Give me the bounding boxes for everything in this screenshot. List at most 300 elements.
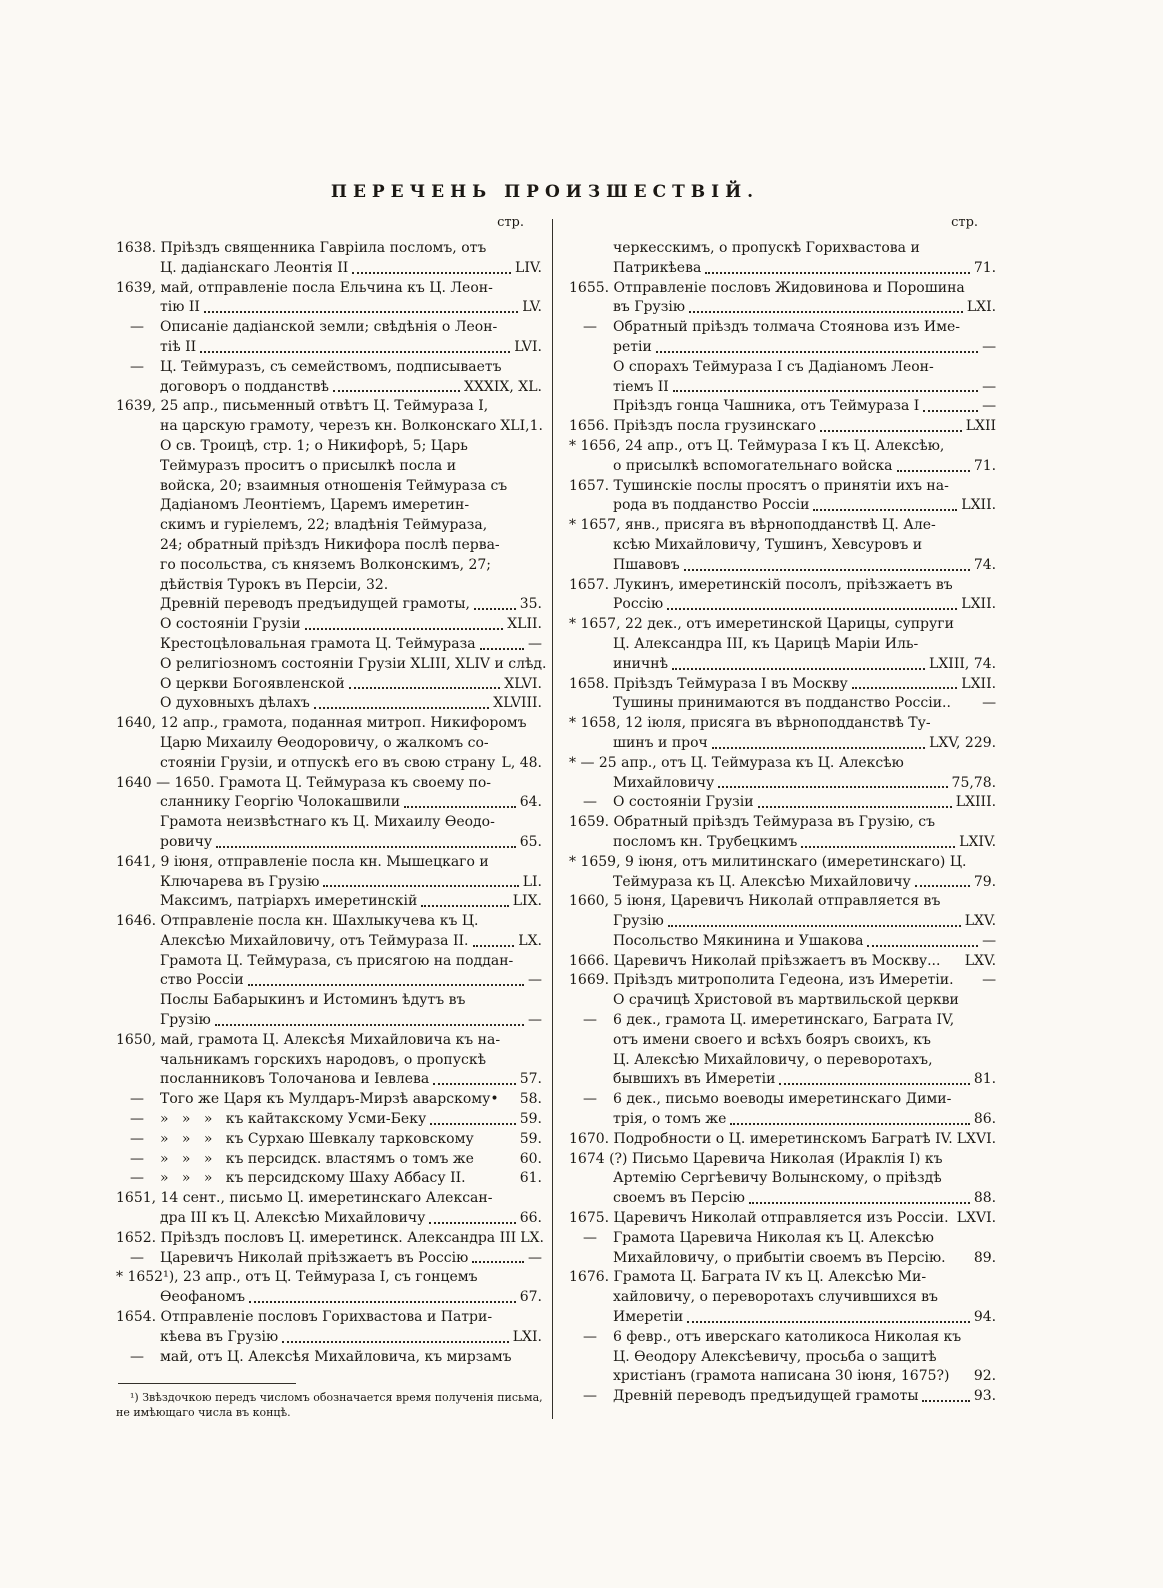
- entry-text: 1639, май, отправленіе посла Ельчина къ Ц. Леон-: [116, 279, 493, 296]
- toc-line: [569, 734, 996, 754]
- toc-line: [116, 1130, 542, 1150]
- entry-text: Тушины принимаются въ подданство Россіи..: [613, 695, 951, 712]
- page-ref: LXV.: [964, 913, 997, 930]
- entry-text: сланнику Георгію Чолокашвили: [160, 794, 401, 811]
- entry-text: Ц. дадіанскаго Леонтія II: [160, 259, 349, 276]
- toc-line: [569, 1110, 996, 1130]
- toc-line: [116, 477, 542, 497]
- toc-line: [569, 576, 996, 596]
- page-ref: 71.: [973, 259, 997, 276]
- toc-line: [569, 318, 996, 338]
- entry-text: ретіи: [613, 338, 652, 355]
- toc-line: [569, 457, 996, 477]
- toc-line: [116, 615, 542, 635]
- entry-text: * 1656, 24 апр., отъ Ц. Теймураза I къ Ц. Алексѣю,: [569, 437, 945, 454]
- entry-text: Описаніе дадіанской земли; свѣдѣнія о Леон-: [160, 319, 498, 336]
- page-ref: LI.: [522, 873, 542, 890]
- toc-line: [116, 635, 542, 655]
- entry-text: 1659. Обратный пріѣздъ Теймураза въ Грузію, съ: [569, 814, 936, 831]
- entry-text: 1639, 25 апр., письменный отвѣтъ Ц. Теймураза I,: [116, 398, 489, 415]
- footnote-line: ¹) Звѣздочкою передъ числомъ обозначается время полученія письма,: [130, 1391, 543, 1405]
- entry-text: своемъ въ Персію: [613, 1190, 745, 1207]
- page-ref: LX.: [520, 1229, 544, 1246]
- page-ref: 64.: [519, 794, 542, 811]
- page-ref: LVI.: [514, 338, 542, 355]
- leader-dots: [323, 885, 518, 887]
- entry-text: иничнѣ: [613, 655, 669, 672]
- toc-line: [569, 595, 996, 615]
- dash-marker: —: [130, 1348, 144, 1365]
- entry-text: хайловичу, о переворотахъ случившихся въ: [613, 1289, 938, 1306]
- toc-line: [116, 912, 542, 932]
- page-ref: 65.: [519, 833, 542, 850]
- toc-line: [116, 358, 542, 378]
- toc-line: [569, 675, 996, 695]
- entry-text: войска, 20; взаимныя отношенія Теймураза съ: [160, 477, 508, 494]
- page-ref: XLVI.: [504, 675, 542, 692]
- entry-text: 1669. Пріѣздъ митрополита Гедеона, изъ Имеретіи.: [569, 972, 954, 989]
- entry-text: Посольство Мякинина и Ушакова: [613, 932, 864, 949]
- page-ref: 75,78.: [951, 774, 997, 791]
- page-ref: 57.: [519, 1071, 542, 1088]
- page-ref: —: [528, 1249, 542, 1266]
- toc-line: [569, 1328, 996, 1348]
- page-ref: 79.: [973, 873, 997, 890]
- page-ref: LXI.: [966, 299, 997, 316]
- toc-line: [116, 1268, 542, 1288]
- toc-line: [569, 932, 996, 952]
- toc-line: [116, 417, 542, 437]
- leader-dots: [249, 1301, 516, 1303]
- toc-line: [116, 1209, 542, 1229]
- toc-line: [116, 754, 542, 774]
- entry-text: * 1657, янв., присяга въ вѣрноподданствѣ Ц. Але-: [569, 517, 936, 534]
- toc-line: [569, 239, 996, 259]
- dash-marker: —: [583, 794, 597, 811]
- entry-text: О церкви Богоявленской: [160, 675, 345, 692]
- leader-dots: [705, 272, 970, 274]
- toc-line: [116, 516, 542, 536]
- toc-line: [569, 833, 996, 853]
- page-ref: LV.: [522, 299, 542, 316]
- entry-text: 1660, 5 іюня, Царевичъ Николай отправляется въ: [569, 893, 941, 910]
- entry-text: 1675. Царевичъ Николай отправляется изъ Россіи.: [569, 1210, 949, 1227]
- entry-text: » » » къ кайтакскому Усми-Беку: [160, 1111, 427, 1128]
- page-ref: LXI.: [512, 1328, 542, 1345]
- page-ref: XLI,1.: [500, 418, 543, 435]
- toc-line: [569, 615, 996, 635]
- leader-dots: [480, 648, 524, 650]
- toc-line: [116, 833, 542, 853]
- page-ref: 59.: [519, 1111, 542, 1128]
- entry-text: 6 дек., письмо воеводы имеретинскаго Дими-: [613, 1091, 952, 1108]
- leader-dots: [730, 1123, 969, 1125]
- leader-dots: [473, 945, 515, 947]
- entry-text: О состояніи Грузіи: [160, 616, 301, 633]
- toc-line: [569, 516, 996, 536]
- toc-line: [569, 1229, 996, 1249]
- leader-dots: [923, 410, 978, 412]
- toc-line: [569, 912, 996, 932]
- toc-line: [116, 1189, 542, 1209]
- page-ref: —: [982, 932, 997, 949]
- entry-text: * 1658, 12 іюля, присяга въ вѣрноподданствѣ Ту-: [569, 715, 931, 732]
- toc-line: [569, 694, 996, 714]
- entry-text: ксѣю Михайловичу, Тушинъ, Хевсуровъ и: [613, 536, 923, 553]
- page-ref: 35.: [519, 596, 542, 613]
- toc-line: [569, 397, 996, 417]
- entry-text: Грамота неизвѣстнаго къ Ц. Михаилу Ѳеодо-: [160, 814, 495, 831]
- toc-line: [116, 1011, 542, 1031]
- entry-text: 1640 — 1650. Грамота Ц. Теймураза къ своему по-: [116, 774, 492, 791]
- dash-marker: —: [130, 1150, 144, 1167]
- entry-text: Древній переводъ предъидущей грамоты,: [160, 596, 470, 613]
- toc-line: [116, 536, 542, 556]
- page-ref: 74.: [973, 556, 997, 573]
- leader-dots: [749, 1202, 970, 1204]
- toc-line: [569, 873, 996, 893]
- toc-line: [116, 1288, 542, 1308]
- entry-text: въ Грузію: [613, 299, 686, 316]
- toc-line: [569, 714, 996, 734]
- toc-line: [569, 813, 996, 833]
- toc-line: [569, 378, 996, 398]
- toc-line: [569, 774, 996, 794]
- entry-text: 24; обратный пріѣздъ Никифора послѣ перва-: [160, 536, 500, 553]
- entry-text: дра III къ Ц. Алексѣю Михайловичу: [160, 1210, 426, 1227]
- toc-line: [116, 378, 542, 398]
- entry-text: Ѳеофаномъ: [160, 1289, 246, 1306]
- toc-line: [116, 991, 542, 1011]
- entry-text: Пріѣздъ гонца Чашника, отъ Теймураза I: [613, 398, 920, 415]
- entry-text: 1646. Отправленіе посла кн. Шахлыкучева къ Ц.: [116, 913, 479, 930]
- toc-line: [116, 694, 542, 714]
- toc-line: [569, 437, 996, 457]
- page-ref: —: [528, 1012, 542, 1029]
- page-ref: —: [982, 378, 997, 395]
- toc-line: [116, 1051, 542, 1071]
- entry-text: май, отъ Ц. Алексѣя Михайловича, къ мирзамъ: [160, 1348, 512, 1365]
- entry-text: 1641, 9 іюня, отправленіе посла кн. Мышецкаго и: [116, 853, 489, 870]
- toc-line: [569, 793, 996, 813]
- toc-line: [569, 1367, 996, 1387]
- page-ref: 94.: [973, 1309, 997, 1326]
- dash-marker: —: [583, 1012, 597, 1029]
- toc-line: [116, 457, 542, 477]
- toc-line: [569, 536, 996, 556]
- entry-text: 1656. Пріѣздъ посла грузинскаго: [569, 418, 817, 435]
- page-ref: LXVI.: [956, 1130, 997, 1147]
- toc-line: [569, 754, 996, 774]
- page-ref: 86.: [973, 1111, 997, 1128]
- leader-dots: [333, 390, 460, 392]
- entry-text: 1674 (?) Письмо Царевича Николая (Ираклія I) къ: [569, 1150, 943, 1167]
- dash-marker: —: [130, 1111, 144, 1128]
- toc-line: [116, 853, 542, 873]
- entry-text: * 1657, 22 дек., отъ имеретинской Царицы, супруги: [569, 616, 954, 633]
- entry-text: О св. Троицѣ, стр. 1; о Никифорѣ, 5; Царь: [160, 437, 468, 454]
- entry-text: договоръ о подданствѣ: [160, 378, 329, 395]
- page-ref: XLVIII.: [493, 695, 542, 712]
- entry-text: О спорахъ Теймураза I съ Дадіаномъ Леон-: [613, 358, 934, 375]
- toc-line: [116, 892, 542, 912]
- page-title: ПЕРЕЧЕНЬ ПРОИЗШЕСТВІЙ.: [330, 182, 760, 202]
- leader-dots: [813, 509, 957, 511]
- entry-text: отъ имени своего и всѣхъ бояръ своихъ, къ: [613, 1031, 931, 1048]
- entry-text: Михайловичу, о прибытіи своемъ въ Персію.: [613, 1249, 946, 1266]
- column-header-left: стр.: [497, 215, 524, 230]
- entry-text: Царевичъ Николай пріѣзжаетъ въ Россію: [160, 1249, 469, 1266]
- footnote: [116, 1383, 543, 1420]
- page-ref: —: [528, 635, 542, 652]
- toc-line: [569, 1169, 996, 1189]
- dash-marker: —: [583, 1091, 597, 1108]
- page-ref: LXV, 229.: [929, 734, 997, 751]
- entry-text: Царю Михаилу Ѳеодоровичу, о жалкомъ со-: [160, 734, 489, 751]
- page-ref: 92.: [973, 1368, 997, 1385]
- leader-dots: [852, 687, 958, 689]
- toc-line: [116, 1169, 542, 1189]
- entry-text: » » » къ персидскому Шаху Аббасу II.: [160, 1170, 466, 1187]
- entry-text: Крестоцѣловальная грамота Ц. Теймураза: [160, 635, 476, 652]
- page-ref: —: [982, 695, 997, 712]
- toc-line: [569, 338, 996, 358]
- page-ref: XXXIX, XL.: [463, 378, 542, 395]
- page-ref: 66.: [519, 1210, 542, 1227]
- entry-text: Ключарева въ Грузію: [160, 873, 320, 890]
- entry-text: христіанъ (грамота написана 30 іюня, 1675?): [613, 1368, 950, 1385]
- toc-line: [116, 556, 542, 576]
- entry-text: Михайловичу: [613, 774, 715, 791]
- toc-line: [569, 556, 996, 576]
- entry-text: тіемъ II: [613, 378, 669, 395]
- page-ref: LXV.: [964, 952, 997, 969]
- column-right: [553, 215, 996, 1420]
- entry-text: Патрикѣева: [613, 259, 702, 276]
- leader-dots: [672, 668, 925, 670]
- toc-line: [116, 1150, 542, 1170]
- toc-line: [569, 1308, 996, 1328]
- entry-text: чальникамъ горскихъ народовъ, о пропускѣ: [160, 1051, 487, 1068]
- page-ref: LIX.: [512, 893, 542, 910]
- page-ref: 81.: [973, 1071, 997, 1088]
- entry-text: О духовныхъ дѣлахъ: [160, 695, 310, 712]
- toc-line: [116, 971, 542, 991]
- entry-text: о присылкѣ вспомогательнаго войска: [613, 457, 893, 474]
- entry-text: ство Россіи: [160, 972, 244, 989]
- toc-line: [116, 1308, 542, 1328]
- toc-line: [569, 1031, 996, 1051]
- entry-text: 6 дек., грамота Ц. имеретинскаго, Баграта IV,: [613, 1012, 955, 1029]
- leader-dots: [404, 806, 516, 808]
- toc-line: [569, 952, 996, 972]
- entry-text: го посольства, съ княземъ Волконскимъ, 27;: [160, 556, 492, 573]
- toc-line: [116, 873, 542, 893]
- toc-line: [116, 595, 542, 615]
- entry-text: Послы Бабарыкинъ и Истоминъ ѣдутъ въ: [160, 992, 466, 1009]
- leader-dots: [801, 846, 955, 848]
- toc-line: [569, 1209, 996, 1229]
- entry-text: на царскую грамоту, черезъ кн. Волконскаго: [160, 418, 497, 435]
- toc-line: [116, 655, 547, 675]
- toc-line: [569, 1268, 996, 1288]
- toc-line: [569, 892, 996, 912]
- entry-text: черкесскимъ, о пропускѣ Горихвастова и: [613, 240, 920, 256]
- leader-dots: [779, 1083, 969, 1085]
- column-right-lines: [569, 239, 996, 1407]
- page-ref: LXIII, 74.: [929, 655, 997, 672]
- entry-text: 1655. Отправленіе пословъ Жидовинова и Порошина: [569, 279, 965, 296]
- dash-marker: —: [130, 1130, 144, 1147]
- entry-text: Ц. Александра III, къ Царицѣ Маріи Иль-: [613, 635, 919, 652]
- toc-line: [116, 397, 542, 417]
- toc-line: [116, 1110, 542, 1130]
- page-ref: 58.: [519, 1091, 542, 1108]
- page-ref: 61.: [519, 1170, 542, 1187]
- leader-dots: [758, 806, 952, 808]
- toc-line: [569, 1288, 996, 1308]
- toc-line: [116, 1229, 542, 1249]
- entry-text: 1638. Пріѣздъ священника Гавріила посломъ, отъ: [116, 240, 487, 256]
- entry-text: 6 февр., отъ иверскаго католикоса Николая къ: [613, 1328, 962, 1345]
- entry-text: ровичу: [160, 833, 213, 850]
- toc-line: [116, 1348, 542, 1368]
- leader-dots: [200, 351, 510, 353]
- leader-dots: [673, 390, 978, 392]
- dash-marker: —: [130, 1249, 144, 1266]
- page-ref: LX.: [518, 932, 542, 949]
- toc-line: [116, 1090, 542, 1110]
- entry-text: Грузію: [160, 1012, 211, 1029]
- dash-marker: —: [583, 1328, 597, 1345]
- leader-dots: [349, 687, 501, 689]
- page-ref: 59.: [519, 1130, 542, 1147]
- page-ref: LXII.: [961, 675, 997, 692]
- toc-line: [116, 813, 542, 833]
- page-ref: L, 48.: [501, 754, 542, 771]
- toc-line: [569, 1249, 996, 1269]
- entry-text: 1657. Лукинъ, имеретинскій посолъ, пріѣзжаетъ въ: [569, 576, 953, 593]
- toc-line: [569, 279, 996, 299]
- dash-marker: —: [583, 1388, 597, 1405]
- leader-dots: [429, 1222, 515, 1224]
- page-ref: —: [982, 338, 997, 355]
- page-ref: LXIII.: [955, 794, 997, 811]
- toc-line: [569, 635, 996, 655]
- column-left-lines: [116, 239, 547, 1367]
- entry-text: 1654. Отправленіе пословъ Горихвастова и Патри-: [116, 1309, 493, 1326]
- leader-dots: [215, 1024, 524, 1026]
- entry-text: О религіозномъ состояніи Грузіи XLIII, XLIV и слѣд.: [160, 655, 547, 672]
- leader-dots: [430, 1123, 516, 1125]
- entry-text: О состояніи Грузіи: [613, 794, 754, 811]
- leader-dots: [689, 311, 963, 313]
- leader-dots: [922, 1400, 969, 1402]
- leader-dots: [820, 430, 962, 432]
- entry-text: 1666. Царевичъ Николай пріѣзжаетъ въ Москву...: [569, 952, 941, 969]
- toc-line: [116, 1249, 542, 1269]
- entry-text: 1658. Пріѣздъ Теймураза I въ Москву: [569, 675, 848, 692]
- toc-line: [569, 1387, 996, 1407]
- toc-line: [569, 1189, 996, 1209]
- entry-text: бывшихъ въ Имеретіи: [613, 1071, 776, 1088]
- toc-line: [569, 358, 996, 378]
- entry-text: рода въ подданство Россіи: [613, 497, 810, 514]
- entry-text: Ц. Ѳеодору Алексѣевичу, просьба о защитѣ: [613, 1348, 937, 1365]
- entry-text: дѣйствія Турокъ въ Персіи, 32.: [160, 576, 389, 593]
- dash-marker: —: [583, 1229, 597, 1246]
- toc-line: [569, 1130, 996, 1150]
- toc-line: [116, 952, 542, 972]
- entry-text: Древній переводъ предъидущей грамоты: [613, 1388, 919, 1405]
- toc-line: [116, 239, 542, 259]
- toc-line: [569, 971, 996, 991]
- entry-text: Обратный пріѣздъ толмача Стоянова изъ Име-: [613, 319, 960, 336]
- toc-line: [116, 338, 542, 358]
- page-ref: XLII.: [507, 616, 542, 633]
- entry-text: Россію: [613, 596, 664, 613]
- dash-marker: —: [130, 1170, 144, 1187]
- page-ref: 89.: [973, 1249, 997, 1266]
- leader-dots: [668, 925, 961, 927]
- leader-dots: [474, 608, 516, 610]
- toc-line: [569, 1348, 996, 1368]
- entry-text: тію II: [160, 299, 200, 316]
- page-ref: 60.: [519, 1150, 542, 1167]
- entry-text: Артемію Сергѣевичу Волынскому, о пріѣздѣ: [613, 1170, 942, 1187]
- page-ref: —: [528, 972, 542, 989]
- entry-text: Грузію: [613, 913, 664, 930]
- footnote-line: не имѣющаго числа въ концѣ.: [116, 1405, 291, 1419]
- toc-line: [569, 991, 996, 1011]
- toc-line: [116, 1328, 542, 1348]
- toc-line: [569, 417, 996, 437]
- toc-line: [569, 1150, 996, 1170]
- entry-text: Грамота Царевича Николая къ Ц. Алексѣю: [613, 1229, 934, 1246]
- entry-text: Теймуразъ проситъ о присылкѣ посла и: [160, 457, 457, 474]
- footnote-rule: [118, 1383, 296, 1384]
- page-ref: LXII: [965, 418, 997, 435]
- entry-text: тіѣ II: [160, 338, 197, 355]
- entry-text: кѣева въ Грузію: [160, 1328, 279, 1345]
- entry-text: * 1652¹), 23 апр., отъ Ц. Теймураза I, съ гонцемъ: [116, 1269, 478, 1286]
- entry-text: 1651, 14 сент., письмо Ц. имеретинскаго Алексан-: [116, 1190, 493, 1207]
- leader-dots: [472, 1261, 524, 1263]
- toc-line: [116, 774, 542, 794]
- toc-line: [569, 496, 996, 516]
- toc-line: [116, 734, 542, 754]
- toc-line: [569, 1051, 996, 1071]
- entry-text: Ц. Теймуразъ, съ семействомъ, подписываетъ: [160, 358, 502, 375]
- leader-dots: [897, 470, 970, 472]
- toc-line: [569, 655, 996, 675]
- entry-text: 1640, 12 апр., грамота, поданная митроп. Никифоромъ: [116, 715, 527, 732]
- entry-text: » » » къ Сурхаю Шевкалу тарковскому: [160, 1130, 474, 1147]
- toc-line: [116, 576, 542, 596]
- entry-text: 1652. Пріѣздъ пословъ Ц. имеретинск. Александра III: [116, 1229, 517, 1246]
- toc-line: [569, 259, 996, 279]
- leader-dots: [204, 311, 518, 313]
- entry-text: скимъ и гуріелемъ, 22; владѣнія Теймураза,: [160, 517, 488, 534]
- entry-text: Максимъ, патріархъ имеретинскій: [160, 893, 418, 910]
- page-ref: 71.: [973, 457, 997, 474]
- entry-text: 1670. Подробности о Ц. имеретинскомъ Багратѣ IV.: [569, 1130, 953, 1147]
- entry-text: 1650, май, грамота Ц. Алексѣя Михайловича къ на-: [116, 1031, 501, 1048]
- toc-line: [116, 793, 542, 813]
- toc-line: [116, 932, 542, 952]
- entry-text: Грамота Ц. Теймураза, съ присягою на поддан-: [160, 952, 514, 969]
- toc-line: [116, 1070, 542, 1090]
